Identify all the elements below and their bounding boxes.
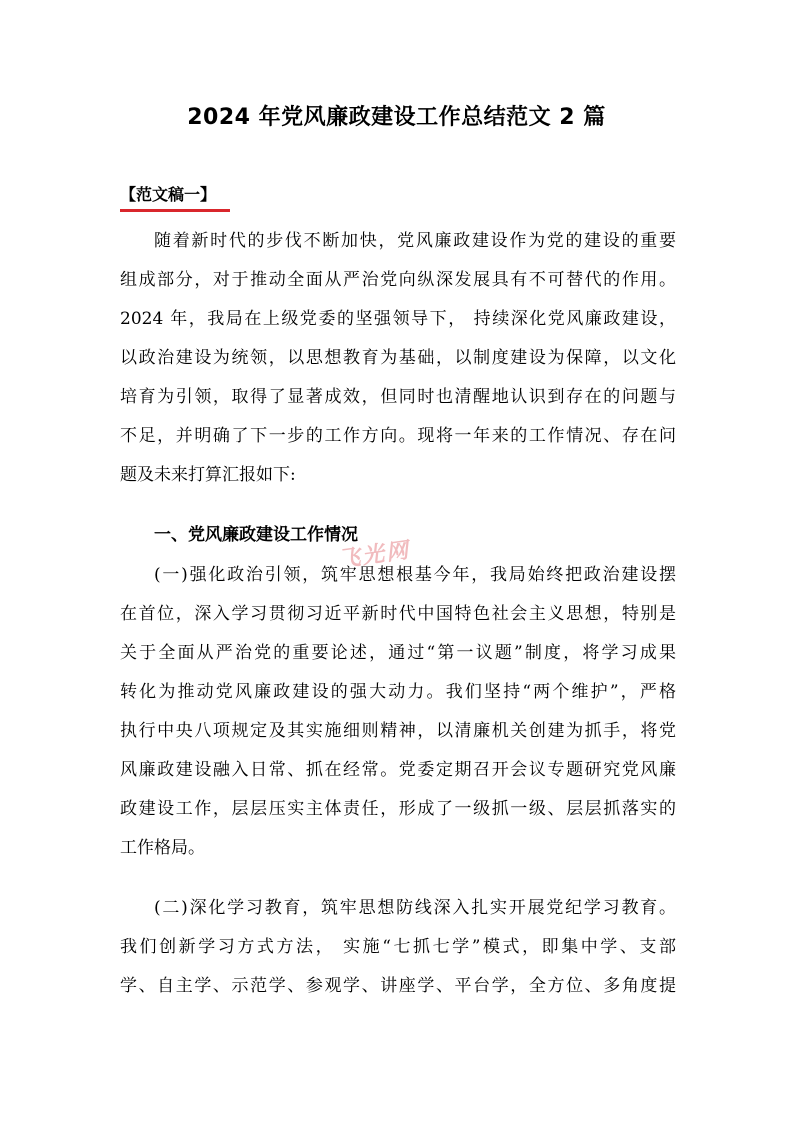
paragraph-line: 培育为引领，取得了显著成效，但同时也清醒地认识到存在的问题与	[120, 387, 676, 407]
paragraph-line: (二)深化学习教育，筑牢思想防线深入扎实开展党纪学习教育。	[154, 898, 676, 918]
paragraph-line: 我们创新学习方式方法， 实施“七抓七学”模式，即集中学、支部	[120, 937, 676, 957]
paragraph-line: 政建设工作，层层压实主体责任，形成了一级抓一级、层层抓落实的	[120, 799, 676, 819]
paragraph-line: 学、自主学、示范学、参观学、讲座学、平台学，全方位、多角度提	[120, 976, 676, 996]
paragraph-line: 2024 年，我局在上级党委的坚强领导下， 持续深化党风廉政建设，	[120, 309, 676, 329]
paragraph-line: 执行中央八项规定及其实施细则精神，以清廉机关创建为抓手，将党	[120, 721, 676, 741]
section-label: 【范文稿一】	[120, 183, 230, 212]
paragraph-line: 不足，并明确了下一步的工作方向。现将一年来的工作情况、存在问	[120, 426, 676, 446]
paragraph-line: (一)强化政治引领，筑牢思想根基今年，我局始终把政治建设摆	[154, 565, 676, 585]
watermark-logo: 飞光网	[336, 538, 412, 573]
paragraph-line: 关于全面从严治党的重要论述，通过“第一议题”制度，将学习成果	[120, 643, 676, 663]
section-heading: 一、党风廉政建设工作情况	[154, 525, 358, 545]
paragraph-line: 工作格局。	[120, 838, 205, 858]
paragraph-line: 随着新时代的步伐不断加快，党风廉政建设作为党的建设的重要	[154, 231, 676, 251]
paragraph-line: 在首位，深入学习贯彻习近平新时代中国特色社会主义思想，特别是	[120, 604, 676, 624]
paragraph-line: 转化为推动党风廉政建设的强大动力。我们坚持“两个维护”，严格	[120, 682, 676, 702]
paragraph-line: 以政治建设为统领，以思想教育为基础，以制度建设为保障，以文化	[120, 348, 676, 368]
paragraph-line: 风廉政建设融入日常、抓在经常。党委定期召开会议专题研究党风廉	[120, 760, 676, 780]
document-title: 2024 年党风廉政建设工作总结范文 2 篇	[187, 105, 606, 130]
paragraph-line: 组成部分，对于推动全面从严治党向纵深发展具有不可替代的作用。	[120, 270, 676, 290]
paragraph-line: 题及未来打算汇报如下:	[120, 465, 296, 485]
